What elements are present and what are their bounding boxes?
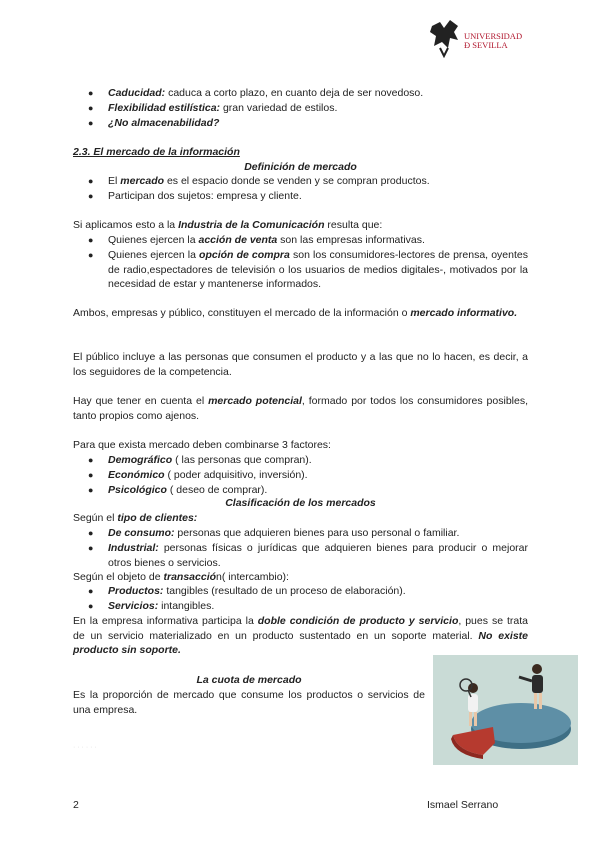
bullet-icon: ● <box>88 191 94 201</box>
bullet-icon: ● <box>88 586 94 596</box>
list-item: ● Participan dos sujetos: empresa y cliente. <box>88 190 302 202</box>
factors-intro: Para que exista mercado deben combinarse 3 factores: <box>73 439 331 451</box>
industry-intro: Si aplicamos esto a la Industria de la Comunicación resulta que: <box>73 219 383 231</box>
logo-line2: Ð SEVILLA <box>464 40 508 50</box>
quota-text: Es la proporción de mercado que consume los productos o servicios de una empresa. <box>73 689 425 716</box>
quota-title: La cuota de mercado <box>196 674 302 686</box>
bullet-icon: ● <box>88 88 94 98</box>
paragraph: Hay que tener en cuenta el mercado potencial, formado por todos los consumidores posibles, tanto propios como ajenos. <box>73 395 528 422</box>
logo-line1: UNIVERSIDAD <box>464 31 523 41</box>
paragraph: Ambos, empresas y público, constituyen el mercado de la información o mercado informativo. <box>73 307 518 319</box>
bullet-icon: ● <box>88 235 94 245</box>
bullet-icon: ● <box>88 250 94 260</box>
page-number: 2 <box>73 799 79 811</box>
definition-title: Definición de mercado <box>244 161 357 173</box>
paragraph: El público incluye a las personas que consumen el producto y a las que no lo hacen, es decir, a los seguidores de la competencia. <box>73 351 528 378</box>
list-item: ● Psicológico ( deseo de comprar). <box>88 484 268 496</box>
section-heading: 2.3. El mercado de la información <box>73 146 240 158</box>
bullet-icon: ● <box>88 601 94 611</box>
list-item: ● Demográfico ( las personas que compran). <box>88 454 312 466</box>
clients-intro: Según el tipo de clientes: <box>73 512 198 524</box>
faint-mark: · · · · · · <box>73 744 97 751</box>
bullet-icon: ● <box>88 543 94 553</box>
bullet-icon: ● <box>88 455 94 465</box>
list-item: ● El mercado es el espacio donde se venden y se compran productos. <box>88 175 430 187</box>
bullet-icon: ● <box>88 176 94 186</box>
list-item: ● Servicios: intangibles. <box>88 600 215 612</box>
bullet-icon: ● <box>88 528 94 538</box>
bullet-icon: ● <box>88 470 94 480</box>
list-item: ● Flexibilidad estilística: gran variedad de estilos. <box>88 102 338 114</box>
author-name: Ismael Serrano <box>427 799 499 811</box>
list-item: ● Productos: tangibles (resultado de un proceso de elaboración). <box>88 585 406 597</box>
logo-emblem-icon <box>428 18 462 58</box>
market-share-illustration <box>433 655 578 765</box>
university-logo <box>428 18 538 60</box>
list-item: ● Caducidad: caduca a corto plazo, en cuanto deja de ser novedoso. <box>88 87 424 99</box>
bullet-icon: ● <box>88 485 94 495</box>
bullet-icon: ● <box>88 118 94 128</box>
list-item: ● ¿No almacenabilidad? <box>88 117 220 129</box>
paragraph: En la empresa informativa participa la doble condición de producto y servicio, pues se trata de un servicio materializado en un producto sustentado en un soporte material. No existe producto sin soporte. <box>73 615 529 656</box>
list-item: ● Económico ( poder adquisitivo, inversión). <box>88 469 308 481</box>
list-item: ● Quienes ejercen la acción de venta son las empresas informativas. <box>88 234 425 246</box>
transaction-intro: Según el objeto de transacción( intercambio): <box>73 571 289 583</box>
classification-title: Clasificación de los mercados <box>225 497 376 509</box>
bullet-icon: ● <box>88 103 94 113</box>
list-item: ● Quienes ejercen la opción de compra son los consumidores-lectores de prensa, oyentes de radio,espectadores de televisión o los usuarios de medios digitales-, motivados por la necesidad de estar y mantenerse informados. <box>88 249 528 290</box>
list-item: ● Industrial: personas físicas o jurídicas que adquieren bienes para producir o mejorar otros bienes o servicios. <box>88 542 528 569</box>
list-item: ● De consumo: personas que adquieren bienes para uso personal o familiar. <box>88 527 460 539</box>
